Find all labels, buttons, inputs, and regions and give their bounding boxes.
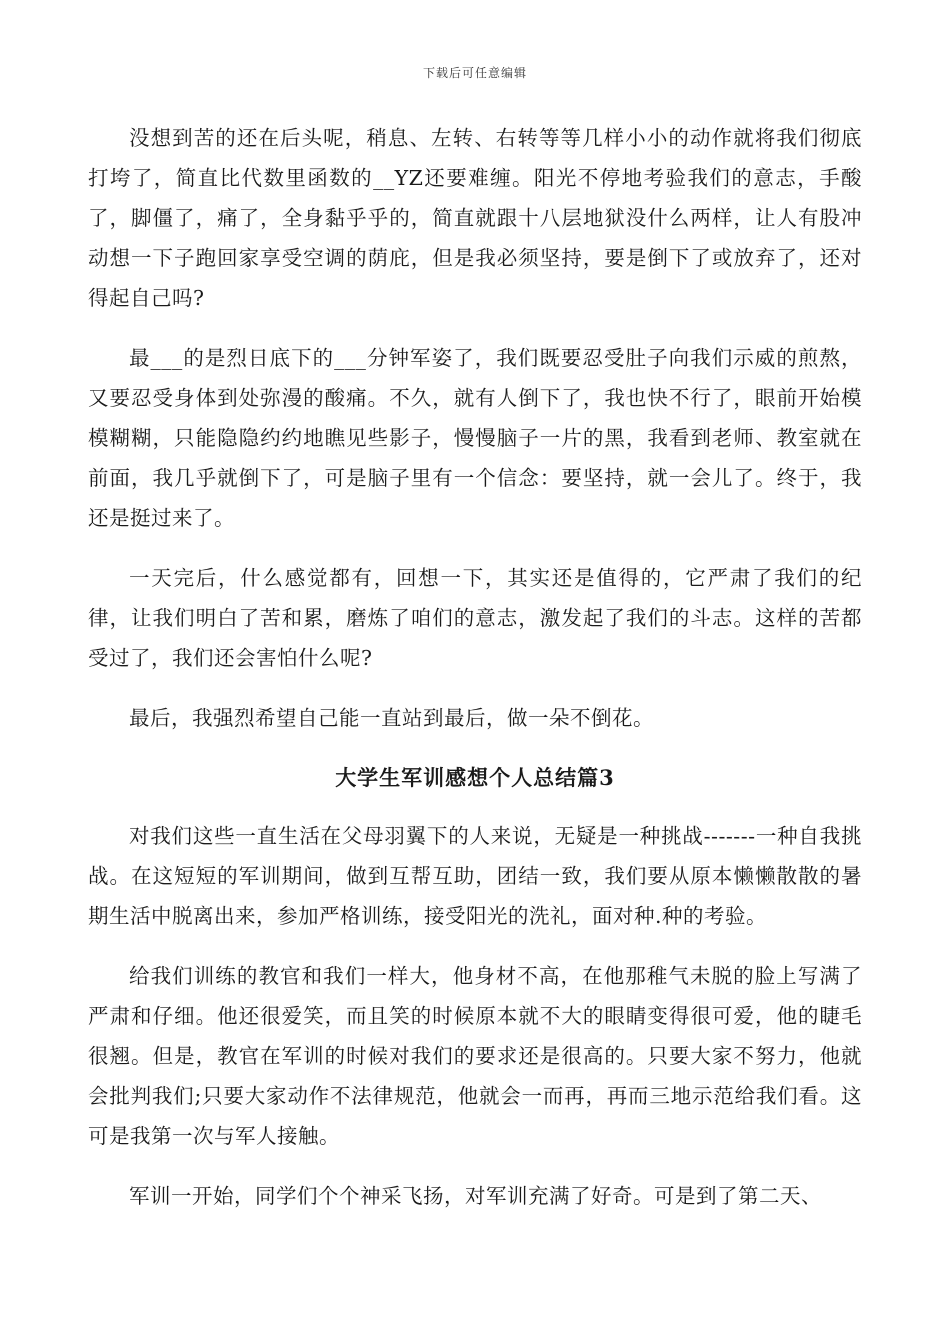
paragraph: 一天完后，什么感觉都有，回想一下，其实还是值得的，它严肃了我们的纪律，让我们明白了苦和累，磨炼了咱们的意志，激发起了我们的斗志。这样的苦都受过了，我们还会害怕什么呢? <box>88 566 862 670</box>
header-note: 下载后可任意编辑 <box>422 66 527 80</box>
paragraph: 对我们这些一直生活在父母羽翼下的人来说，无疑是一种挑战-------一种自我挑战。在这短短的军训期间，做到互帮互助，团结一致，我们要从原本懒懒散散的暑期生活中脱离出来，参加严格训练，接受阳光的洗礼，面对种.种的考验。 <box>88 824 862 928</box>
section-title: 大学生军训感想个人总结篇3 <box>335 765 615 790</box>
paragraph: 最___的是烈日底下的___分钟军姿了，我们既要忍受肚子向我们示威的煎熬，又要忍受身体到处弥漫的酸痛。不久，就有人倒下了，我也快不行了，眼前开始模模糊糊，只能隐隐约约地瞧见些影子，慢慢脑子一片的黑，我看到老师、教室就在前面，我几乎就倒下了，可是脑子里有一个信念：要坚持，就一会儿了。终于，我还是挺过来了。 <box>88 346 862 530</box>
paragraph: 给我们训练的教官和我们一样大，他身材不高，在他那稚气未脱的脸上写满了严肃和仔细。他还很爱笑，而且笑的时候原本就不大的眼睛变得很可爱，他的睫毛很翘。但是，教官在军训的时候对我们的要求还是很高的。只要大家不努力，他就会批判我们;只要大家动作不法律规范，他就会一而再，再而三地示范给我们看。这可是我第一次与军人接触。 <box>88 964 862 1148</box>
paragraph: 最后，我强烈希望自己能一直站到最后，做一朵不倒花。 <box>129 706 654 730</box>
paragraph: 军训一开始，同学们个个神采飞扬，对军训充满了好奇。可是到了第二天、 <box>129 1184 822 1208</box>
paragraph: 没想到苦的还在后头呢，稍息、左转、右转等等几样小小的动作就将我们彻底打垮了，简直比代数里函数的__YZ还要难缠。阳光不停地考验我们的意志，手酸了，脚僵了，痛了，全身黏乎乎的，简直就跟十八层地狱没什么两样，让人有股冲动想一下子跑回家享受空调的荫庇，但是我必须坚持，要是倒下了或放弃了，还对得起自己吗? <box>88 126 862 310</box>
document-body <box>88 118 862 1236</box>
